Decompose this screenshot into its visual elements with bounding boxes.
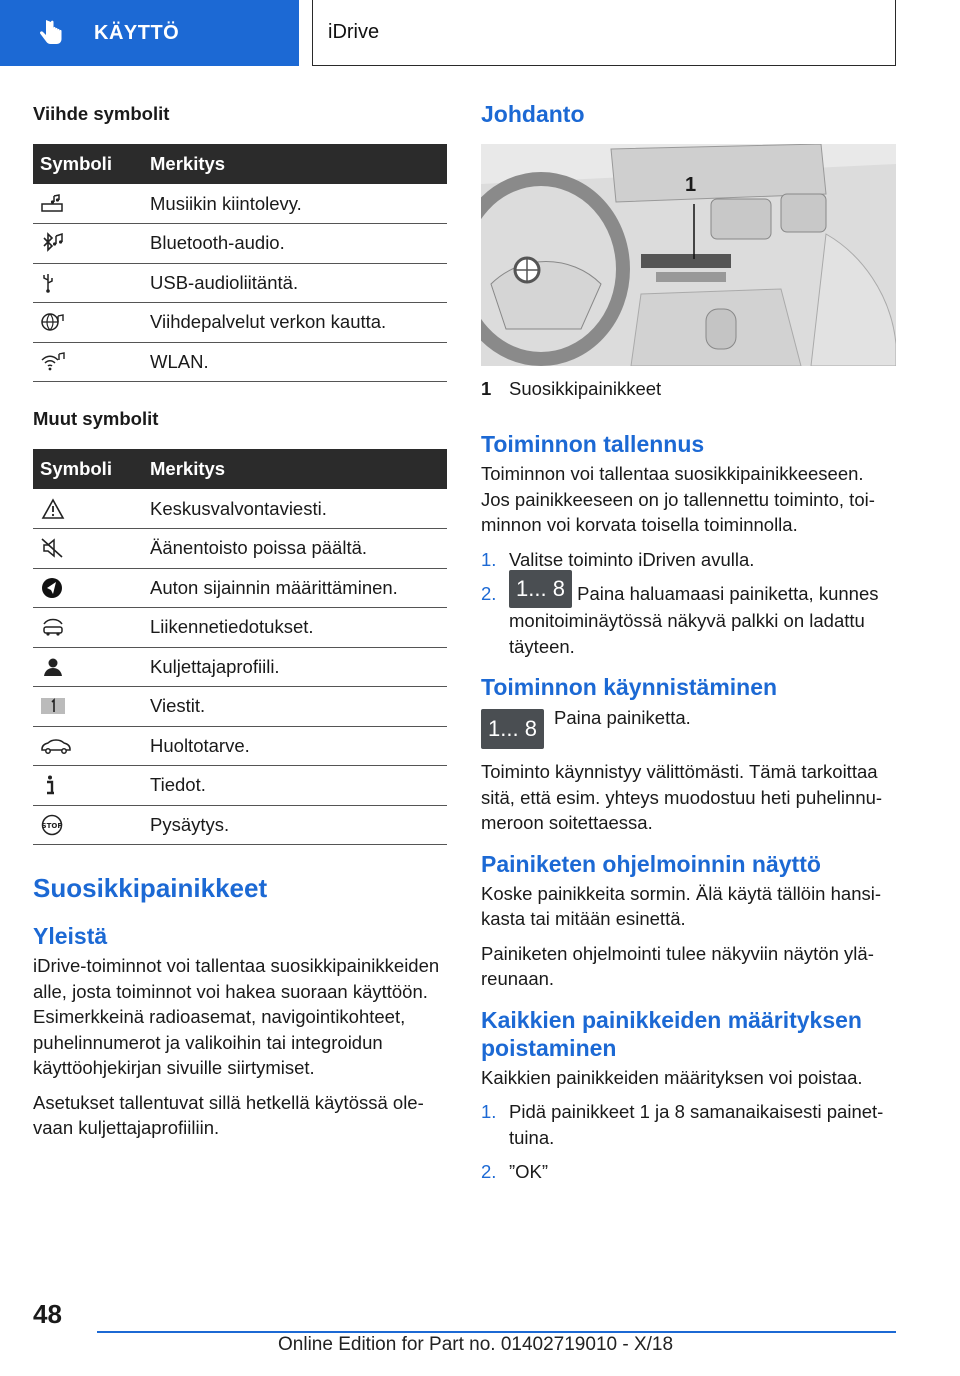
table-row — [33, 608, 447, 648]
edition-label: Online Edition for Part no. 01402719010 - X/18 — [278, 1334, 674, 1355]
start-inline-text: Paina painiketta. — [554, 707, 691, 729]
step-number: 2. — [481, 1161, 497, 1183]
general-heading: Yleistä — [33, 923, 108, 949]
start-heading: Toiminnon käynnistäminen — [481, 674, 778, 701]
display-paragraph-2: Painiketen ohjelmointi tulee näkyviin näytön yläreunaan. — [481, 942, 874, 990]
left-column — [33, 103, 447, 1150]
wlan-audio-icon — [40, 351, 66, 373]
row-text: Kuljettajaprofiili. — [150, 647, 447, 687]
hand-touch-icon — [34, 16, 68, 50]
row-text: WLAN. — [150, 342, 447, 382]
row-text: Bluetooth-audio. — [150, 224, 447, 264]
caption-number: 1 — [481, 378, 492, 399]
row-text: Tiedot. — [150, 766, 447, 806]
table-row — [33, 766, 447, 806]
row-text: Pysäytys. — [150, 805, 447, 845]
photo-caption — [481, 378, 896, 400]
driver-profile-icon — [40, 656, 66, 678]
chapter-box — [312, 0, 896, 66]
table-row — [33, 568, 447, 608]
edition-text — [278, 1334, 673, 1356]
other-symbols-table — [33, 449, 447, 845]
table-row — [33, 529, 447, 569]
section-title: KÄYTTÖ — [94, 21, 180, 44]
start-key-row — [481, 709, 896, 749]
traffic-info-icon — [40, 616, 66, 638]
save-heading: Toiminnon tallennus — [481, 431, 705, 457]
table-row — [33, 687, 447, 727]
display-paragraph-1: Koske painikkeita sormin. Älä käytä tällöin hansikasta tai mitään esinettä. — [481, 882, 882, 930]
table-header-row — [33, 449, 447, 489]
table-header-row — [33, 144, 447, 184]
speaker-muted-icon — [40, 537, 66, 559]
row-text: USB-audioliitäntä. — [150, 263, 447, 303]
service-car-icon — [40, 735, 72, 757]
list-item — [481, 547, 896, 573]
favorite-key-image: 1... 8 — [509, 570, 572, 608]
message-icon — [40, 695, 66, 717]
meaning-column-header: Merkitys — [150, 144, 447, 184]
symbol-column-header: Symboli — [33, 449, 150, 489]
usb-icon — [40, 272, 66, 294]
symbol-column-header: Symboli — [33, 144, 150, 184]
step-number: 2. — [481, 583, 497, 604]
step-text: Pidä painikkeet 1 ja 8 samanaikaisesti painettuina. — [509, 1101, 884, 1148]
delete-heading: Kaikkien painikkeiden määrityksen poistaminen — [481, 1006, 862, 1061]
row-text: Viestit. — [150, 687, 447, 727]
delete-steps — [481, 1099, 896, 1185]
music-harddisk-icon — [40, 193, 66, 215]
list-item — [481, 1159, 896, 1185]
location-arrow-icon — [40, 577, 66, 599]
save-steps — [481, 547, 896, 660]
delete-paragraph: Kaikkien painikkeiden määrityksen voi poistaa. — [481, 1066, 863, 1088]
entertainment-symbols-table — [33, 144, 447, 382]
other-symbols-heading: Muut symbolit — [33, 408, 159, 429]
row-text: Auton sijainnin määrittäminen. — [150, 568, 447, 608]
right-column — [481, 100, 896, 1194]
table-row — [33, 726, 447, 766]
table-row — [33, 489, 447, 529]
general-paragraph-1: iDrive-toiminnot voi tallentaa suosikkipainikkeiden alle, josta toiminnot voi hakea suoraan käyttöön. Esimerkkeinä radioasemat, navigointikohteet, puhelinnumerot ja valikoihin tai integroidun käyttöohjekirjan sivuille siirtymiset. — [33, 955, 440, 1078]
step-number: 1. — [481, 548, 497, 570]
table-row — [33, 342, 447, 382]
favorites-heading: Suosikkipainikkeet — [33, 873, 268, 903]
step-number: 1. — [481, 1101, 497, 1123]
table-row — [33, 263, 447, 303]
row-text: Liikennetiedotukset. — [150, 608, 447, 648]
row-text: Keskusvalvontaviesti. — [150, 489, 447, 529]
meaning-column-header: Merkitys — [150, 449, 447, 489]
table-row — [33, 805, 447, 845]
info-icon — [40, 774, 66, 796]
table-row — [33, 647, 447, 687]
general-paragraph-2: Asetukset tallentuvat sillä hetkellä käytössä olevaan kuljettajaprofiiliin. — [33, 1091, 424, 1138]
caption-text: Suosikkipainikkeet — [509, 378, 662, 399]
row-text: Äänentoisto poissa päältä. — [150, 529, 447, 569]
row-text: Musiikin kiintolevy. — [150, 184, 447, 224]
save-paragraph: Toiminnon voi tallentaa suosikkipainikkeeseen. Jos painikkeeseen on jo tallennettu toiminto, toiminnon voi korvata toisella toiminnolla. — [481, 463, 875, 535]
favorite-key-image: 1... 8 — [481, 709, 544, 749]
row-text: Viihdepalvelut verkon kautta. — [150, 303, 447, 343]
photo-callout: 1 — [685, 174, 697, 196]
warning-triangle-icon — [40, 498, 66, 520]
list-item — [481, 576, 896, 659]
step-text: Valitse toiminto iDriven avulla. — [509, 548, 755, 570]
step-text: Paina haluamaasi painiketta, kunnes monitoiminäytössä näkyvä palkki on ladattu täyteen. — [509, 583, 879, 657]
step-text: ”OK” — [509, 1161, 549, 1183]
stop-icon — [40, 814, 66, 836]
list-item — [481, 1099, 896, 1150]
online-entertainment-icon — [40, 311, 66, 333]
svg-text:STOP: STOP — [41, 821, 63, 830]
row-text: Huoltotarve. — [150, 726, 447, 766]
page-number: 48 — [33, 1299, 62, 1329]
table-row — [33, 224, 447, 264]
table-row — [33, 184, 447, 224]
entertainment-symbols-heading: Viihde symbolit — [33, 103, 170, 124]
start-paragraph: Toiminto käynnistyy välittömästi. Tämä tarkoittaa sitä, että esim. yhteys muodostuu heti puhelinnumeroon soitettaessa. — [481, 761, 883, 834]
chapter-title: iDrive — [328, 21, 380, 43]
table-row — [33, 303, 447, 343]
bluetooth-audio-icon — [40, 232, 66, 254]
footer-divider — [97, 1331, 896, 1333]
intro-heading: Johdanto — [481, 101, 585, 127]
display-heading: Painiketen ohjelmoinnin näyttö — [481, 850, 821, 877]
section-tab — [0, 0, 299, 66]
